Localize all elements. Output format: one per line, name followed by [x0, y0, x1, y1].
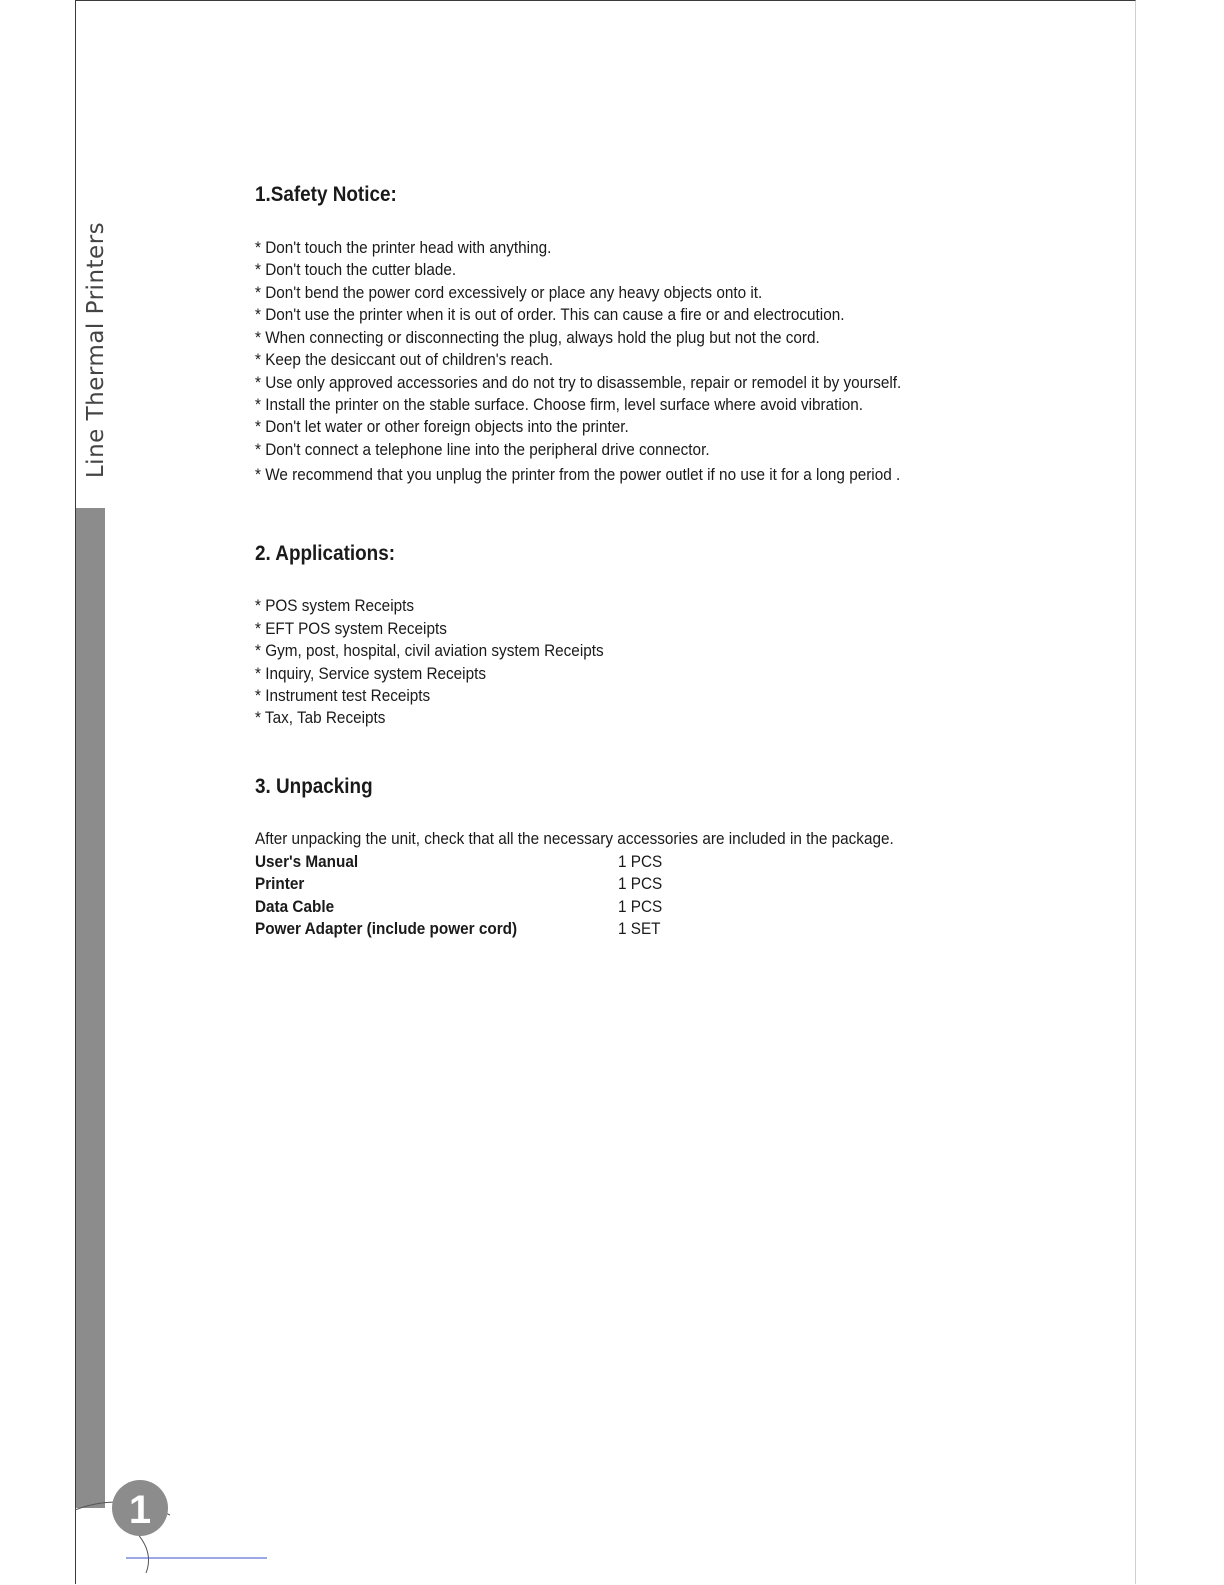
applications-item: * Gym, post, hospital, civil aviation system Receipts — [255, 641, 604, 660]
unpacking-intro: After unpacking the unit, check that all the necessary accessories are included in the package. — [255, 829, 894, 848]
applications-item: * Instrument test Receipts — [255, 686, 431, 705]
package-item-qty: 1 PCS — [618, 874, 663, 893]
safety-item: * Don't touch the cutter blade. — [255, 260, 457, 279]
package-item-name: Data Cable — [255, 897, 335, 916]
side-title: Line Thermal Printers — [83, 221, 109, 479]
safety-item: * Keep the desiccant out of children's reach. — [255, 350, 554, 369]
package-item-qty: 1 PCS — [618, 852, 663, 871]
safety-item: * Use only approved accessories and do not try to disassemble, repair or remodel it by yourself. — [255, 373, 902, 392]
page-number-badge — [60, 1470, 280, 1585]
safety-item: * Don't touch the printer head with anything. — [255, 238, 552, 257]
page-number: 1 — [128, 1488, 152, 1532]
safety-item: * Install the printer on the stable surface. Choose firm, level surface where avoid vibration. — [255, 395, 864, 414]
safety-heading: 1.Safety Notice: — [255, 183, 397, 206]
side-bar — [76, 508, 105, 1508]
safety-item: * When connecting or disconnecting the plug, always hold the plug but not the cord. — [255, 328, 820, 347]
applications-item: * Tax, Tab Receipts — [255, 708, 386, 727]
applications-item: * EFT POS system Receipts — [255, 619, 447, 638]
safety-item: * We recommend that you unplug the printer from the power outlet if no use it for a long period . — [255, 465, 901, 484]
package-item-name: Printer — [255, 874, 305, 893]
safety-item: * Don't bend the power cord excessively or place any heavy objects onto it. — [255, 283, 763, 302]
package-item-name: Power Adapter (include power cord) — [255, 919, 518, 938]
package-item-name: User's Manual — [255, 852, 359, 871]
safety-item: * Don't connect a telephone line into the peripheral drive connector. — [255, 440, 710, 459]
safety-item: * Don't let water or other foreign objects into the printer. — [255, 417, 629, 436]
package-item-qty: 1 SET — [618, 919, 661, 938]
safety-item: * Don't use the printer when it is out of order. This can cause a fire or and electrocution. — [255, 305, 845, 324]
unpacking-heading: 3. Unpacking — [255, 775, 373, 798]
applications-item: * Inquiry, Service system Receipts — [255, 664, 487, 683]
applications-item: * POS system Receipts — [255, 596, 415, 615]
page-frame — [75, 0, 1136, 1584]
applications-heading: 2. Applications: — [255, 542, 396, 565]
package-item-qty: 1 PCS — [618, 897, 663, 916]
